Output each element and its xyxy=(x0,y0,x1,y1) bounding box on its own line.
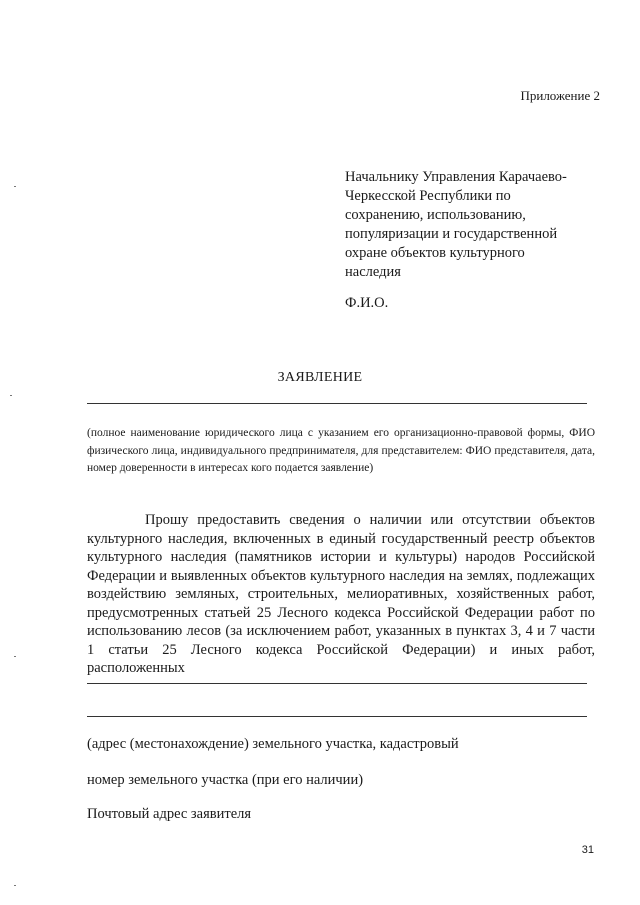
addressee-line: охране объектов культурного xyxy=(345,245,525,261)
request-body xyxy=(87,511,595,678)
postal-address-label: Почтовый адрес заявителя xyxy=(87,806,252,822)
address-label: (адрес (местонахождение) земельного участка, кадастровый xyxy=(87,736,459,752)
addressee-line: наследия xyxy=(345,264,401,280)
addressee-line: популяризации и государственной xyxy=(345,226,558,242)
addressee-line: Начальнику Управления Карачаево- xyxy=(345,169,567,185)
addressee-line: Черкесской Республики по xyxy=(345,188,511,204)
scan-speck xyxy=(14,885,16,886)
addressee-block xyxy=(345,168,600,313)
request-text: Прошу предоставить сведения о наличии или отсутствии объектов культурного наследия, включенных в единый государственный реестр объектов культурного наследия (памятников истории и культуры) народов Российской Федерации и выявленных объектов культурного наследия на землях, подлежащих воздействию земляных, строительных, мелиоративных, хозяйственных работ, предусмотренных статьей 25 Лесного кодекса Российской Федерации работ по использованию лесов (за исключением работ, указанных в пунктах 3, 4 и 7 части 1 статьи 25 Лесного кодекса Российской Федерации) и иных работ, расположенных xyxy=(87,512,595,676)
page-number: 31 xyxy=(581,844,594,856)
scan-speck xyxy=(14,186,16,187)
addressee-line: сохранению, использованию, xyxy=(345,207,526,223)
applicant-name-note: (полное наименование юридического лица с указанием его организационно-правовой формы, ФИО физического лица, индивидуального предпринимателя, для представителем: ФИО представителя, дата, номер доверенности в интересах кого подается заявление) xyxy=(87,427,595,474)
address-line-1 xyxy=(87,683,587,684)
appendix-label: Приложение 2 xyxy=(520,88,600,103)
addressee-fio: Ф.И.О. xyxy=(345,295,389,311)
address-line-2 xyxy=(87,716,587,717)
scan-speck xyxy=(10,395,12,396)
scan-speck xyxy=(14,656,16,657)
cadastral-label: номер земельного участка (при его наличии) xyxy=(87,772,364,788)
document-title: ЗАЯВЛЕНИЕ xyxy=(277,370,363,385)
applicant-name-line xyxy=(87,403,587,404)
